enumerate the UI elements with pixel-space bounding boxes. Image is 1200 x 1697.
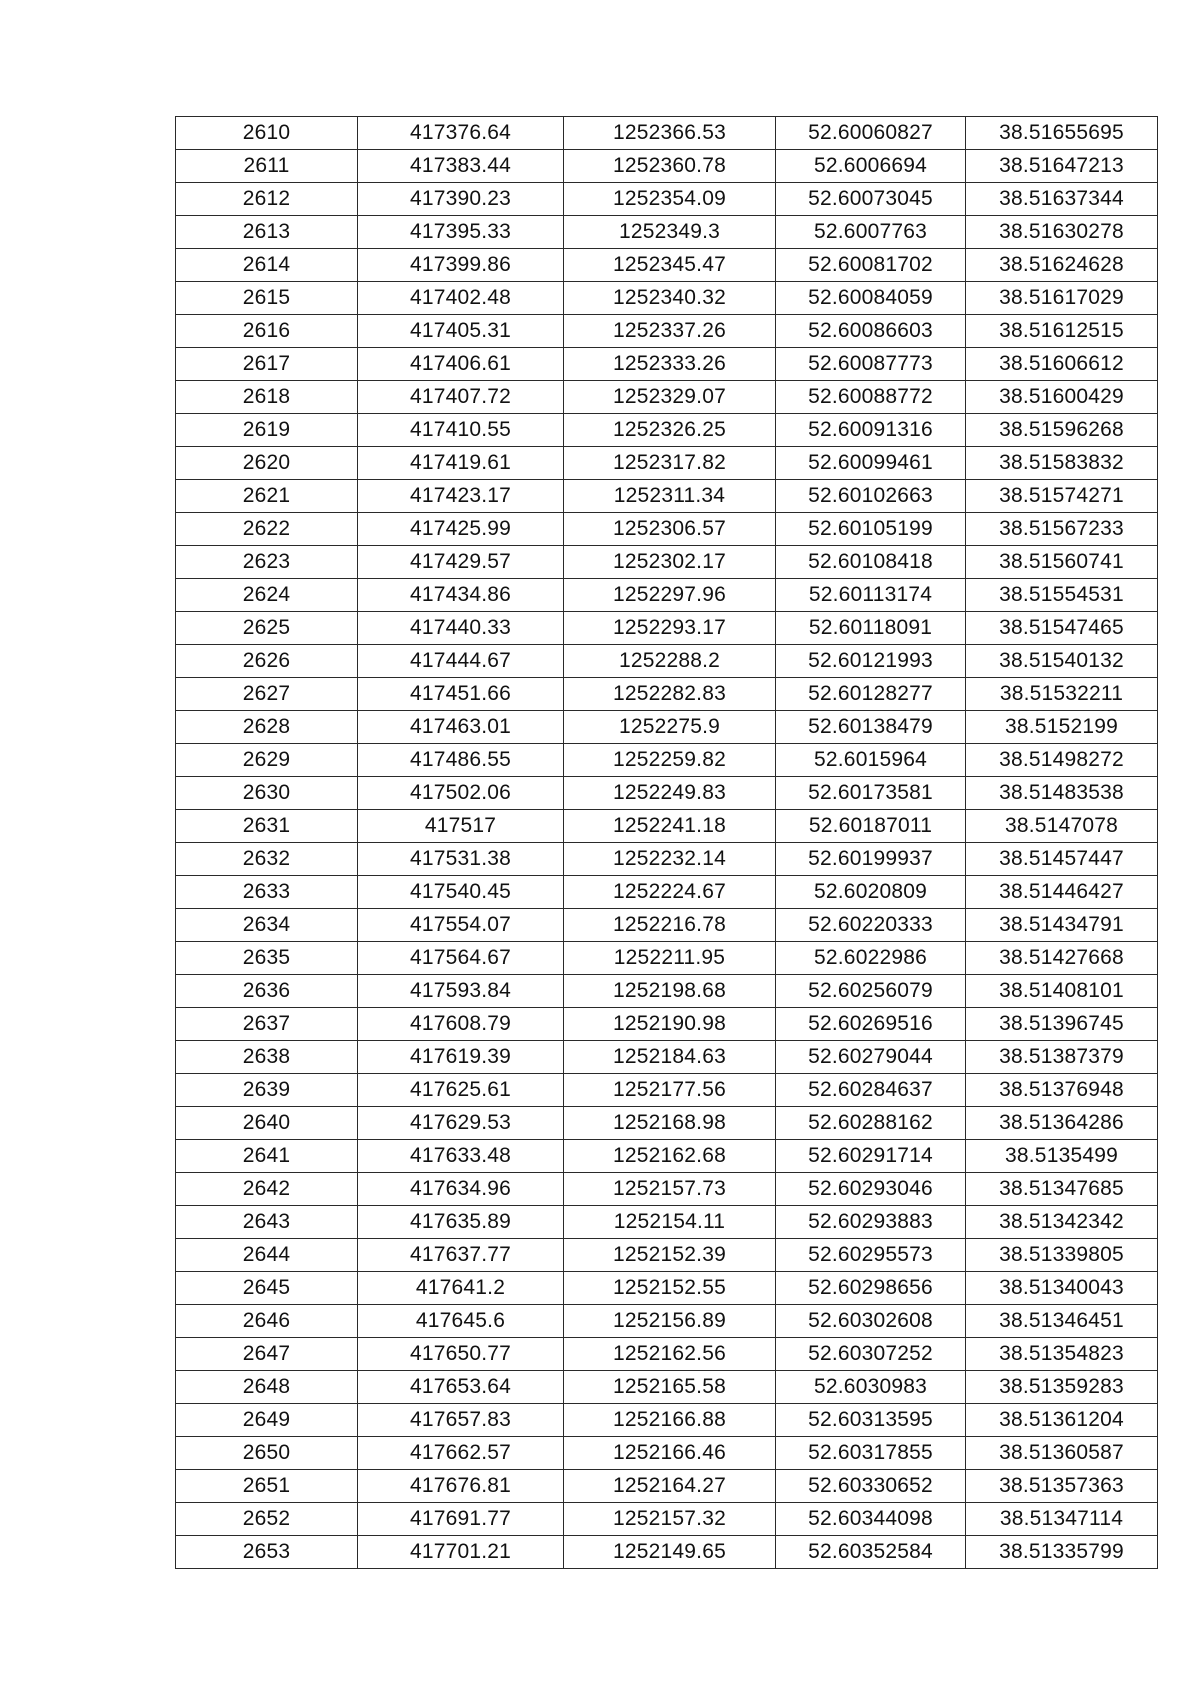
x-coordinate-cell: 417653.64 <box>358 1371 564 1404</box>
x-coordinate-cell: 417676.81 <box>358 1470 564 1503</box>
longitude-cell: 38.51434791 <box>966 909 1158 942</box>
point-number-cell: 2613 <box>176 216 358 249</box>
latitude-cell: 52.60102663 <box>776 480 966 513</box>
point-number-cell: 2641 <box>176 1140 358 1173</box>
y-coordinate-cell: 1252184.63 <box>564 1041 776 1074</box>
longitude-cell: 38.5152199 <box>966 711 1158 744</box>
point-number-cell: 2637 <box>176 1008 358 1041</box>
point-number-cell: 2625 <box>176 612 358 645</box>
latitude-cell: 52.60291714 <box>776 1140 966 1173</box>
x-coordinate-cell: 417410.55 <box>358 414 564 447</box>
x-coordinate-cell: 417564.67 <box>358 942 564 975</box>
point-number-cell: 2628 <box>176 711 358 744</box>
latitude-cell: 52.6015964 <box>776 744 966 777</box>
y-coordinate-cell: 1252329.07 <box>564 381 776 414</box>
table-row <box>176 645 1158 678</box>
longitude-cell: 38.51596268 <box>966 414 1158 447</box>
latitude-cell: 52.60295573 <box>776 1239 966 1272</box>
y-coordinate-cell: 1252249.83 <box>564 777 776 810</box>
y-coordinate-cell: 1252326.25 <box>564 414 776 447</box>
x-coordinate-cell: 417637.77 <box>358 1239 564 1272</box>
longitude-cell: 38.51347685 <box>966 1173 1158 1206</box>
point-number-cell: 2652 <box>176 1503 358 1536</box>
y-coordinate-cell: 1252164.27 <box>564 1470 776 1503</box>
y-coordinate-cell: 1252166.88 <box>564 1404 776 1437</box>
latitude-cell: 52.60352584 <box>776 1536 966 1569</box>
point-number-cell: 2618 <box>176 381 358 414</box>
latitude-cell: 52.60087773 <box>776 348 966 381</box>
point-number-cell: 2653 <box>176 1536 358 1569</box>
y-coordinate-cell: 1252306.57 <box>564 513 776 546</box>
y-coordinate-cell: 1252156.89 <box>564 1305 776 1338</box>
latitude-cell: 52.60113174 <box>776 579 966 612</box>
point-number-cell: 2614 <box>176 249 358 282</box>
latitude-cell: 52.60293046 <box>776 1173 966 1206</box>
longitude-cell: 38.51574271 <box>966 480 1158 513</box>
x-coordinate-cell: 417402.48 <box>358 282 564 315</box>
point-number-cell: 2619 <box>176 414 358 447</box>
latitude-cell: 52.60128277 <box>776 678 966 711</box>
y-coordinate-cell: 1252302.17 <box>564 546 776 579</box>
x-coordinate-cell: 417444.67 <box>358 645 564 678</box>
point-number-cell: 2643 <box>176 1206 358 1239</box>
y-coordinate-cell: 1252337.26 <box>564 315 776 348</box>
point-number-cell: 2633 <box>176 876 358 909</box>
point-number-cell: 2631 <box>176 810 358 843</box>
longitude-cell: 38.51340043 <box>966 1272 1158 1305</box>
point-number-cell: 2645 <box>176 1272 358 1305</box>
x-coordinate-cell: 417629.53 <box>358 1107 564 1140</box>
x-coordinate-cell: 417633.48 <box>358 1140 564 1173</box>
table-row <box>176 1140 1158 1173</box>
table-row <box>176 513 1158 546</box>
table-row <box>176 216 1158 249</box>
table-row <box>176 480 1158 513</box>
point-number-cell: 2651 <box>176 1470 358 1503</box>
longitude-cell: 38.51396745 <box>966 1008 1158 1041</box>
y-coordinate-cell: 1252293.17 <box>564 612 776 645</box>
y-coordinate-cell: 1252224.67 <box>564 876 776 909</box>
latitude-cell: 52.60091316 <box>776 414 966 447</box>
table-row <box>176 1008 1158 1041</box>
latitude-cell: 52.60293883 <box>776 1206 966 1239</box>
longitude-cell: 38.51630278 <box>966 216 1158 249</box>
latitude-cell: 52.6022986 <box>776 942 966 975</box>
x-coordinate-cell: 417406.61 <box>358 348 564 381</box>
table-row <box>176 579 1158 612</box>
y-coordinate-cell: 1252311.34 <box>564 480 776 513</box>
longitude-cell: 38.51346451 <box>966 1305 1158 1338</box>
latitude-cell: 52.60187011 <box>776 810 966 843</box>
longitude-cell: 38.51359283 <box>966 1371 1158 1404</box>
table-row <box>176 447 1158 480</box>
latitude-cell: 52.60344098 <box>776 1503 966 1536</box>
latitude-cell: 52.60060827 <box>776 117 966 150</box>
x-coordinate-cell: 417429.57 <box>358 546 564 579</box>
longitude-cell: 38.51342342 <box>966 1206 1158 1239</box>
table-row <box>176 777 1158 810</box>
point-number-cell: 2630 <box>176 777 358 810</box>
y-coordinate-cell: 1252162.56 <box>564 1338 776 1371</box>
x-coordinate-cell: 417635.89 <box>358 1206 564 1239</box>
table-row <box>176 1206 1158 1239</box>
point-number-cell: 2647 <box>176 1338 358 1371</box>
x-coordinate-cell: 417554.07 <box>358 909 564 942</box>
x-coordinate-cell: 417701.21 <box>358 1536 564 1569</box>
x-coordinate-cell: 417425.99 <box>358 513 564 546</box>
y-coordinate-cell: 1252165.58 <box>564 1371 776 1404</box>
x-coordinate-cell: 417650.77 <box>358 1338 564 1371</box>
x-coordinate-cell: 417383.44 <box>358 150 564 183</box>
latitude-cell: 52.60220333 <box>776 909 966 942</box>
longitude-cell: 38.51357363 <box>966 1470 1158 1503</box>
y-coordinate-cell: 1252345.47 <box>564 249 776 282</box>
latitude-cell: 52.60088772 <box>776 381 966 414</box>
latitude-cell: 52.60086603 <box>776 315 966 348</box>
x-coordinate-cell: 417399.86 <box>358 249 564 282</box>
point-number-cell: 2623 <box>176 546 358 579</box>
latitude-cell: 52.60081702 <box>776 249 966 282</box>
x-coordinate-cell: 417407.72 <box>358 381 564 414</box>
x-coordinate-cell: 417440.33 <box>358 612 564 645</box>
latitude-cell: 52.60108418 <box>776 546 966 579</box>
longitude-cell: 38.51483538 <box>966 777 1158 810</box>
y-coordinate-cell: 1252232.14 <box>564 843 776 876</box>
table-row <box>176 1041 1158 1074</box>
point-number-cell: 2624 <box>176 579 358 612</box>
y-coordinate-cell: 1252177.56 <box>564 1074 776 1107</box>
latitude-cell: 52.60284637 <box>776 1074 966 1107</box>
x-coordinate-cell: 417390.23 <box>358 183 564 216</box>
table-row <box>176 1107 1158 1140</box>
longitude-cell: 38.51347114 <box>966 1503 1158 1536</box>
point-number-cell: 2635 <box>176 942 358 975</box>
table-row <box>176 381 1158 414</box>
latitude-cell: 52.60279044 <box>776 1041 966 1074</box>
point-number-cell: 2644 <box>176 1239 358 1272</box>
x-coordinate-cell: 417405.31 <box>358 315 564 348</box>
table-row <box>176 282 1158 315</box>
point-number-cell: 2639 <box>176 1074 358 1107</box>
point-number-cell: 2627 <box>176 678 358 711</box>
y-coordinate-cell: 1252190.98 <box>564 1008 776 1041</box>
x-coordinate-cell: 417531.38 <box>358 843 564 876</box>
longitude-cell: 38.51446427 <box>966 876 1158 909</box>
longitude-cell: 38.51532211 <box>966 678 1158 711</box>
longitude-cell: 38.51583832 <box>966 447 1158 480</box>
table-row <box>176 1470 1158 1503</box>
y-coordinate-cell: 1252259.82 <box>564 744 776 777</box>
table-row <box>176 744 1158 777</box>
y-coordinate-cell: 1252149.65 <box>564 1536 776 1569</box>
point-number-cell: 2610 <box>176 117 358 150</box>
x-coordinate-cell: 417463.01 <box>358 711 564 744</box>
y-coordinate-cell: 1252360.78 <box>564 150 776 183</box>
y-coordinate-cell: 1252152.55 <box>564 1272 776 1305</box>
table-row <box>176 1404 1158 1437</box>
y-coordinate-cell: 1252211.95 <box>564 942 776 975</box>
table-row <box>176 1173 1158 1206</box>
point-number-cell: 2638 <box>176 1041 358 1074</box>
point-number-cell: 2616 <box>176 315 358 348</box>
y-coordinate-cell: 1252198.68 <box>564 975 776 1008</box>
table-row <box>176 117 1158 150</box>
point-number-cell: 2617 <box>176 348 358 381</box>
longitude-cell: 38.51567233 <box>966 513 1158 546</box>
x-coordinate-cell: 417662.57 <box>358 1437 564 1470</box>
y-coordinate-cell: 1252354.09 <box>564 183 776 216</box>
latitude-cell: 52.60105199 <box>776 513 966 546</box>
latitude-cell: 52.60084059 <box>776 282 966 315</box>
longitude-cell: 38.51637344 <box>966 183 1158 216</box>
longitude-cell: 38.51612515 <box>966 315 1158 348</box>
table-row <box>176 546 1158 579</box>
table-row <box>176 315 1158 348</box>
latitude-cell: 52.60256079 <box>776 975 966 1008</box>
point-number-cell: 2649 <box>176 1404 358 1437</box>
latitude-cell: 52.6006694 <box>776 150 966 183</box>
latitude-cell: 52.60313595 <box>776 1404 966 1437</box>
longitude-cell: 38.51624628 <box>966 249 1158 282</box>
x-coordinate-cell: 417619.39 <box>358 1041 564 1074</box>
latitude-cell: 52.60307252 <box>776 1338 966 1371</box>
table-row <box>176 612 1158 645</box>
y-coordinate-cell: 1252282.83 <box>564 678 776 711</box>
table-row <box>176 909 1158 942</box>
longitude-cell: 38.51540132 <box>966 645 1158 678</box>
table-row <box>176 942 1158 975</box>
x-coordinate-cell: 417645.6 <box>358 1305 564 1338</box>
table-row <box>176 1503 1158 1536</box>
longitude-cell: 38.51408101 <box>966 975 1158 1008</box>
point-number-cell: 2621 <box>176 480 358 513</box>
latitude-cell: 52.60330652 <box>776 1470 966 1503</box>
latitude-cell: 52.60138479 <box>776 711 966 744</box>
table-row <box>176 711 1158 744</box>
y-coordinate-cell: 1252317.82 <box>564 447 776 480</box>
latitude-cell: 52.60298656 <box>776 1272 966 1305</box>
latitude-cell: 52.6007763 <box>776 216 966 249</box>
latitude-cell: 52.60073045 <box>776 183 966 216</box>
table-row <box>176 876 1158 909</box>
table-row <box>176 843 1158 876</box>
longitude-cell: 38.51647213 <box>966 150 1158 183</box>
point-number-cell: 2646 <box>176 1305 358 1338</box>
y-coordinate-cell: 1252349.3 <box>564 216 776 249</box>
point-number-cell: 2626 <box>176 645 358 678</box>
y-coordinate-cell: 1252333.26 <box>564 348 776 381</box>
x-coordinate-cell: 417634.96 <box>358 1173 564 1206</box>
latitude-cell: 52.6020809 <box>776 876 966 909</box>
x-coordinate-cell: 417486.55 <box>358 744 564 777</box>
longitude-cell: 38.51554531 <box>966 579 1158 612</box>
longitude-cell: 38.5147078 <box>966 810 1158 843</box>
table-row <box>176 348 1158 381</box>
y-coordinate-cell: 1252297.96 <box>564 579 776 612</box>
point-number-cell: 2612 <box>176 183 358 216</box>
y-coordinate-cell: 1252152.39 <box>564 1239 776 1272</box>
y-coordinate-cell: 1252168.98 <box>564 1107 776 1140</box>
x-coordinate-cell: 417657.83 <box>358 1404 564 1437</box>
point-number-cell: 2611 <box>176 150 358 183</box>
y-coordinate-cell: 1252340.32 <box>564 282 776 315</box>
x-coordinate-cell: 417419.61 <box>358 447 564 480</box>
point-number-cell: 2650 <box>176 1437 358 1470</box>
x-coordinate-cell: 417395.33 <box>358 216 564 249</box>
x-coordinate-cell: 417593.84 <box>358 975 564 1008</box>
y-coordinate-cell: 1252157.32 <box>564 1503 776 1536</box>
y-coordinate-cell: 1252157.73 <box>564 1173 776 1206</box>
latitude-cell: 52.60302608 <box>776 1305 966 1338</box>
longitude-cell: 38.51376948 <box>966 1074 1158 1107</box>
longitude-cell: 38.51457447 <box>966 843 1158 876</box>
table-row <box>176 1272 1158 1305</box>
coordinates-table <box>175 116 1158 1569</box>
x-coordinate-cell: 417376.64 <box>358 117 564 150</box>
y-coordinate-cell: 1252154.11 <box>564 1206 776 1239</box>
y-coordinate-cell: 1252241.18 <box>564 810 776 843</box>
x-coordinate-cell: 417540.45 <box>358 876 564 909</box>
table-row <box>176 183 1158 216</box>
x-coordinate-cell: 417691.77 <box>358 1503 564 1536</box>
x-coordinate-cell: 417517 <box>358 810 564 843</box>
y-coordinate-cell: 1252275.9 <box>564 711 776 744</box>
longitude-cell: 38.51354823 <box>966 1338 1158 1371</box>
latitude-cell: 52.60269516 <box>776 1008 966 1041</box>
table-row <box>176 150 1158 183</box>
latitude-cell: 52.6030983 <box>776 1371 966 1404</box>
longitude-cell: 38.51360587 <box>966 1437 1158 1470</box>
table-row <box>176 975 1158 1008</box>
point-number-cell: 2648 <box>176 1371 358 1404</box>
point-number-cell: 2620 <box>176 447 358 480</box>
y-coordinate-cell: 1252366.53 <box>564 117 776 150</box>
table-row <box>176 1536 1158 1569</box>
longitude-cell: 38.51387379 <box>966 1041 1158 1074</box>
longitude-cell: 38.51655695 <box>966 117 1158 150</box>
latitude-cell: 52.60199937 <box>776 843 966 876</box>
longitude-cell: 38.51339805 <box>966 1239 1158 1272</box>
longitude-cell: 38.51617029 <box>966 282 1158 315</box>
longitude-cell: 38.51547465 <box>966 612 1158 645</box>
latitude-cell: 52.60099461 <box>776 447 966 480</box>
x-coordinate-cell: 417434.86 <box>358 579 564 612</box>
table-row <box>176 678 1158 711</box>
table-row <box>176 414 1158 447</box>
point-number-cell: 2629 <box>176 744 358 777</box>
table-row <box>176 1371 1158 1404</box>
y-coordinate-cell: 1252162.68 <box>564 1140 776 1173</box>
table-row <box>176 1074 1158 1107</box>
x-coordinate-cell: 417423.17 <box>358 480 564 513</box>
point-number-cell: 2622 <box>176 513 358 546</box>
table-row <box>176 1305 1158 1338</box>
longitude-cell: 38.51427668 <box>966 942 1158 975</box>
longitude-cell: 38.51364286 <box>966 1107 1158 1140</box>
latitude-cell: 52.60121993 <box>776 645 966 678</box>
table-row <box>176 1239 1158 1272</box>
latitude-cell: 52.60288162 <box>776 1107 966 1140</box>
table-row <box>176 249 1158 282</box>
y-coordinate-cell: 1252166.46 <box>564 1437 776 1470</box>
table-row <box>176 810 1158 843</box>
y-coordinate-cell: 1252216.78 <box>564 909 776 942</box>
longitude-cell: 38.5135499 <box>966 1140 1158 1173</box>
x-coordinate-cell: 417641.2 <box>358 1272 564 1305</box>
x-coordinate-cell: 417451.66 <box>358 678 564 711</box>
latitude-cell: 52.60317855 <box>776 1437 966 1470</box>
point-number-cell: 2640 <box>176 1107 358 1140</box>
coordinates-table-body <box>176 117 1158 1569</box>
table-row <box>176 1437 1158 1470</box>
latitude-cell: 52.60173581 <box>776 777 966 810</box>
latitude-cell: 52.60118091 <box>776 612 966 645</box>
point-number-cell: 2632 <box>176 843 358 876</box>
longitude-cell: 38.51498272 <box>966 744 1158 777</box>
point-number-cell: 2642 <box>176 1173 358 1206</box>
longitude-cell: 38.51606612 <box>966 348 1158 381</box>
longitude-cell: 38.51600429 <box>966 381 1158 414</box>
longitude-cell: 38.51361204 <box>966 1404 1158 1437</box>
point-number-cell: 2634 <box>176 909 358 942</box>
point-number-cell: 2615 <box>176 282 358 315</box>
table-row <box>176 1338 1158 1371</box>
x-coordinate-cell: 417625.61 <box>358 1074 564 1107</box>
x-coordinate-cell: 417502.06 <box>358 777 564 810</box>
y-coordinate-cell: 1252288.2 <box>564 645 776 678</box>
longitude-cell: 38.51335799 <box>966 1536 1158 1569</box>
longitude-cell: 38.51560741 <box>966 546 1158 579</box>
x-coordinate-cell: 417608.79 <box>358 1008 564 1041</box>
point-number-cell: 2636 <box>176 975 358 1008</box>
